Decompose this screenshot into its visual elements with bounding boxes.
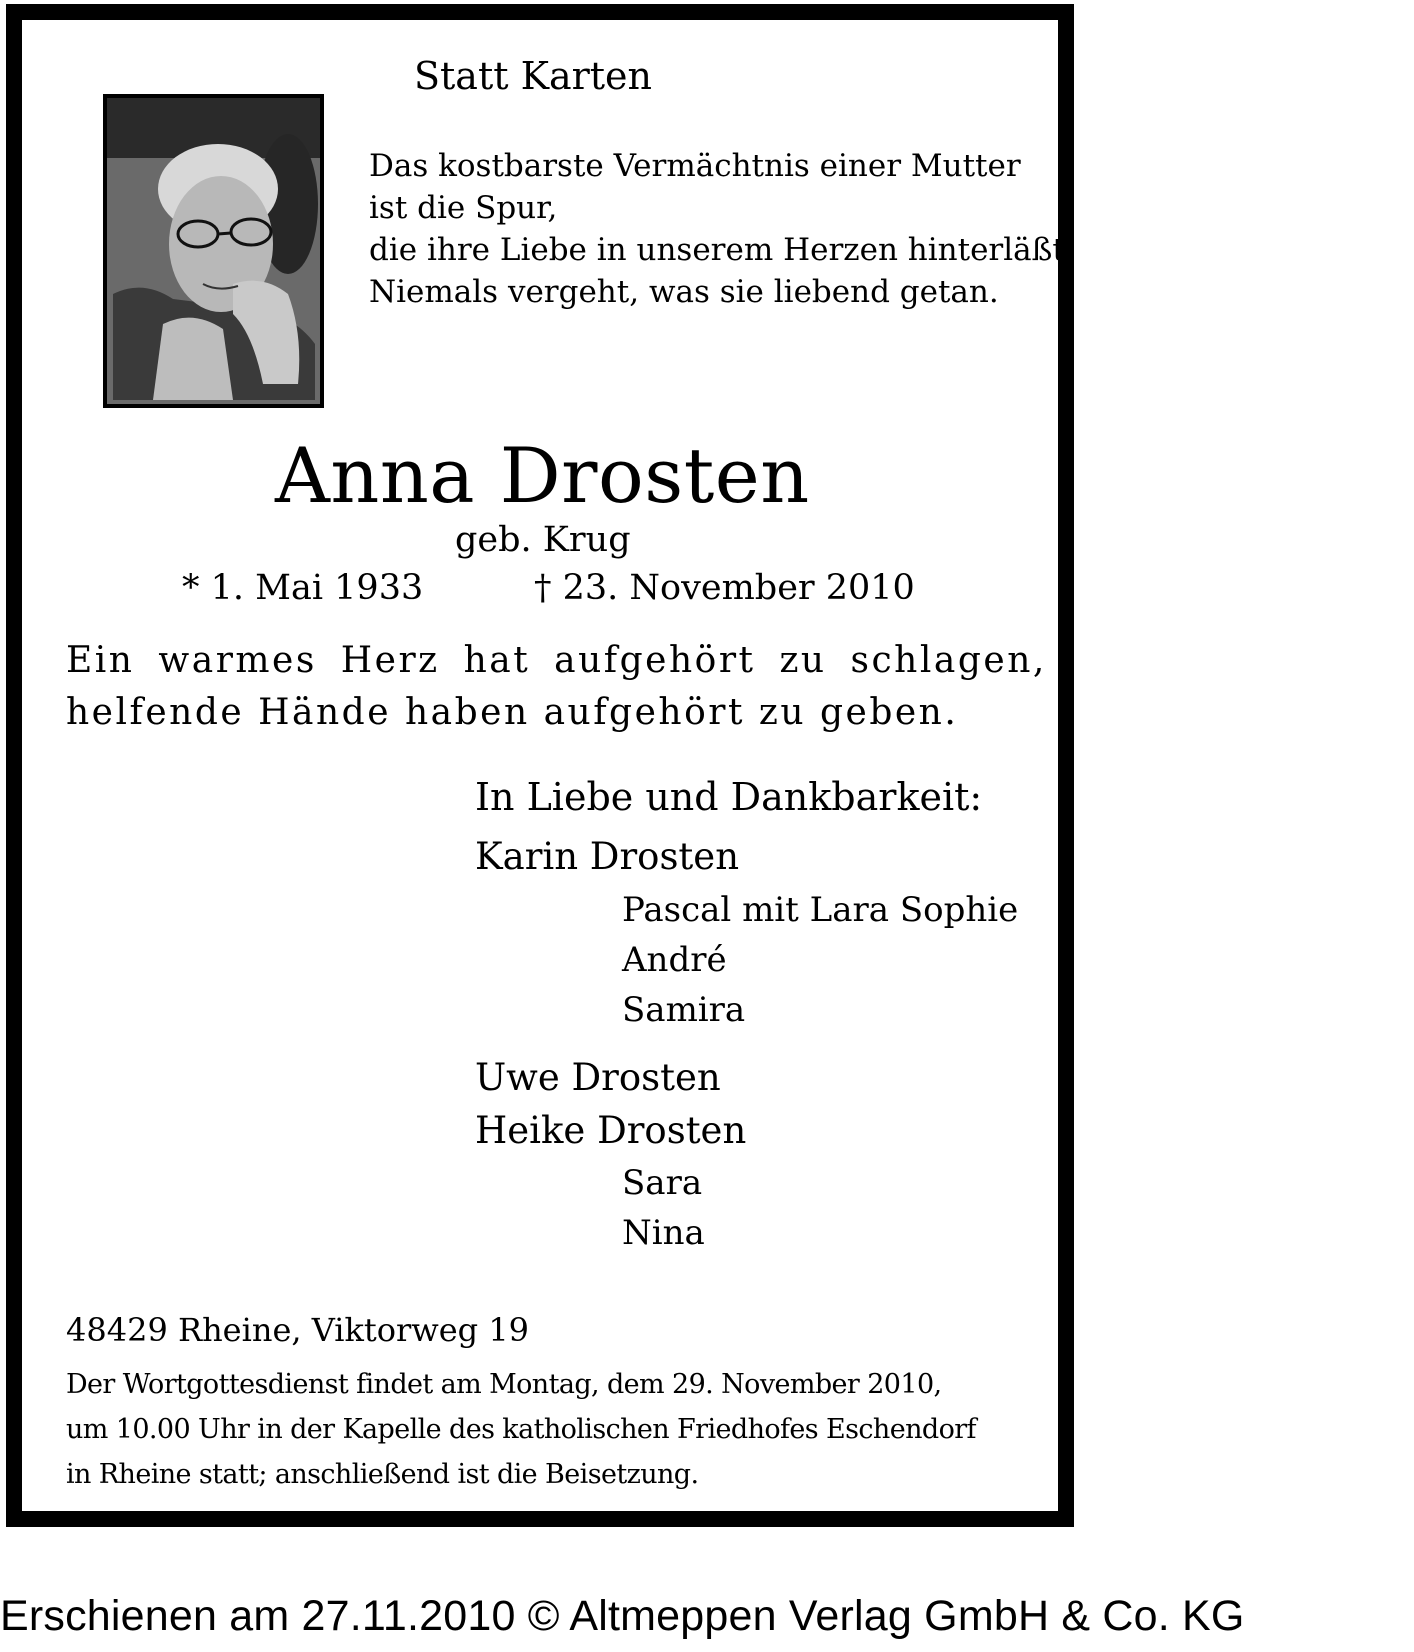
address: 48429 Rheine, Viktorweg 19 (66, 1311, 530, 1349)
mourner-andre: André (622, 940, 727, 980)
obituary-notice (6, 4, 1074, 1527)
verse-line: Ein warmes Herz hat aufgehört zu schlagen, (66, 640, 1047, 681)
mourner-karin: Karin Drosten (475, 835, 740, 878)
poem-line: Niemals vergeht, was sie liebend getan. (369, 274, 999, 310)
mourner-pascal: Pascal mit Lara Sophie (622, 890, 1019, 930)
portrait-image (103, 94, 324, 408)
header-statt-karten: Statt Karten (414, 54, 653, 98)
poem (369, 145, 1075, 313)
mourners-intro: In Liebe und Dankbarkeit: (475, 775, 983, 819)
portrait-photo (103, 94, 324, 408)
deceased-name: Anna Drosten (275, 431, 810, 520)
service-info (66, 1362, 976, 1497)
poem-line: ist die Spur, (369, 190, 558, 226)
publication-footer: Erschienen am 27.11.2010 © Altmeppen Verlag GmbH & Co. KG (0, 1592, 1245, 1640)
service-line: Der Wortgottesdienst findet am Montag, dem 29. November 2010, (66, 1369, 942, 1400)
mourner-uwe: Uwe Drosten (475, 1056, 721, 1099)
service-line: in Rheine statt; anschließend ist die Beisetzung. (66, 1459, 699, 1490)
mourner-heike: Heike Drosten (475, 1109, 747, 1152)
mourner-nina: Nina (622, 1213, 705, 1253)
mourner-sara: Sara (622, 1163, 703, 1203)
verse-line: helfende Hände haben aufgehört zu geben. (66, 692, 959, 733)
poem-line: Das kostbarste Vermächtnis einer Mutter (369, 148, 1021, 184)
poem-line: die ihre Liebe in unserem Herzen hinterläßt. (369, 232, 1075, 268)
birth-date: * 1. Mai 1933 (182, 568, 424, 608)
verse (66, 635, 1047, 739)
death-date: † 23. November 2010 (534, 568, 915, 608)
mourner-samira: Samira (622, 990, 746, 1030)
service-line: um 10.00 Uhr in der Kapelle des katholischen Friedhofes Eschendorf (66, 1414, 976, 1445)
maiden-name: geb. Krug (455, 520, 631, 560)
